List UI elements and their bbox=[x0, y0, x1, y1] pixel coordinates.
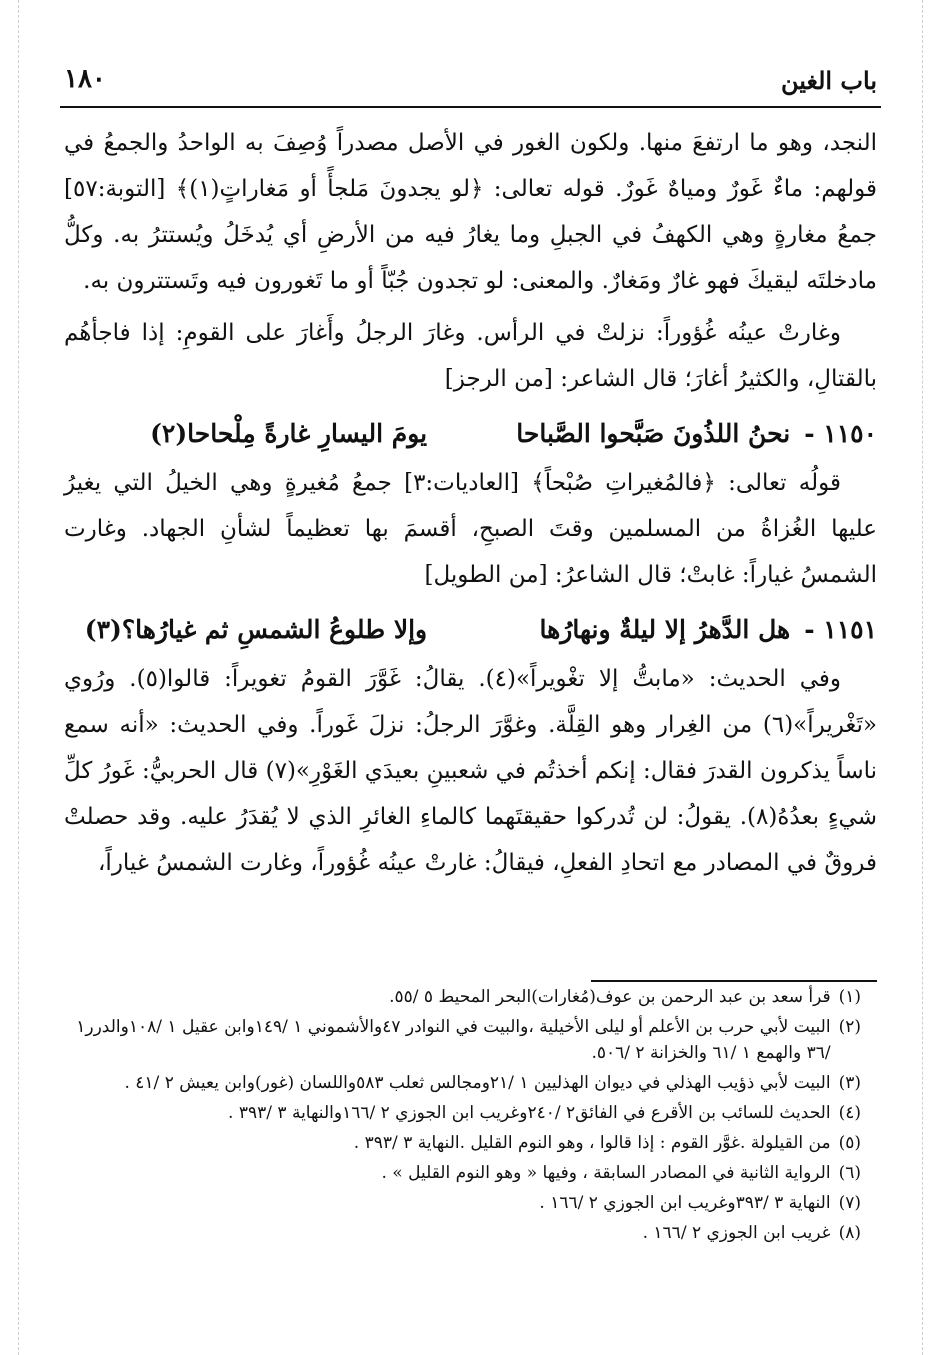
footnote bbox=[72, 1014, 861, 1066]
footnote-text: غريب ابن الجوزي ٢ /١٦٦ . bbox=[642, 1223, 831, 1243]
footnote-divider bbox=[591, 980, 877, 982]
verse-number: ١١٥١ - bbox=[804, 615, 877, 644]
footnote-number: (٤) bbox=[838, 1103, 861, 1123]
footnote-number: (١) bbox=[838, 987, 861, 1007]
footnote-number: (٢) bbox=[838, 1017, 861, 1037]
footnote bbox=[72, 1130, 861, 1156]
footnote bbox=[72, 1100, 861, 1126]
verse-number: ١١٥٠ - bbox=[804, 419, 877, 448]
page-header bbox=[60, 62, 881, 108]
margin-guide-right bbox=[922, 0, 923, 1355]
verse-1150 bbox=[64, 408, 877, 460]
footnote-text: قرأ سعد بن عبد الرحمن بن عوف(مُغارات)البحر المحيط ٥ /٥٥. bbox=[389, 987, 831, 1007]
footnote-number: (٥) bbox=[838, 1133, 861, 1153]
paragraph-2: وغارتْ عينُه غُؤوراً: نزلتْ في الرأس. وغارَ الرجلُ وأَغارَ على القومِ: إذا فاجأهُم بالقتالِ، والكثيرُ أغارَ؛ قال الشاعر: [من الرجز] bbox=[64, 320, 877, 392]
footnote-text: النهاية ٣ /٣٩٣وغريب ابن الجوزي ٢ /١٦٦ . bbox=[539, 1193, 831, 1213]
footnote bbox=[72, 1070, 861, 1096]
main-text bbox=[64, 120, 877, 892]
footnote-number: (٦) bbox=[838, 1163, 861, 1183]
footnote-text: البيت لأبي حرب بن الأعلم أو ليلى الأخيلية ،والبيت في النوادر ٤٧والأشموني ١ /١٤٩وابن عقيل ١ /١٠٨والدرر١ /٣٦ والهمع ١ /٦١ والخزانة ٢ /٥٠٦. bbox=[76, 1017, 831, 1063]
footnote-text: الحديث للسائب بن الأقرع في الفائق٢ /٢٤٠وغريب ابن الجوزي ٢ /١٦٦والنهاية ٣ /٣٩٣ . bbox=[228, 1103, 831, 1123]
paragraph-4: وفي الحديث: «مابتُّ إلا تغْويراً»(٤). يقالُ: غَوَّرَ القومُ تغويراً: قالوا(٥). ورُوي «تَغْريراً»(٦) من الغِرار وهو القِلَّة. وغوَّرَ الرجلُ: نزلَ غَوراً. وفي الحديث: «أنه سمع ناساً يذكرون القدرَ فقال: إنكم أخذتُم في شعبينِ بعيدَي الغَوْرِ»(٧) قال الحربيُّ: غَورُ كلِّ شيءٍ بعدُهُ(٨). يقولُ: لن تُدركوا حقيقتَهما كالماءِ الغائرِ الذي لا يُقدَرُ عليه. وقد حصلتْ فروقٌ في المصادر مع اتحادِ الفعلِ، فيقالُ: غارتْ عينُه غُؤوراً، وغارت الشمسُ غياراً، bbox=[64, 666, 877, 876]
footnote-text: الرواية الثانية في المصادر السابقة ، وفيها « وهو النوم القليل » . bbox=[381, 1163, 831, 1183]
chapter-title: باب الغين bbox=[780, 66, 877, 95]
footnote-text: البيت لأبي ذؤيب الهذلي في ديوان الهذليين ١ /٢١ومجالس ثعلب ٥٨٣واللسان (غور)وابن يعيش ٢ /٤١ . bbox=[124, 1073, 831, 1093]
footnote-number: (٣) bbox=[838, 1073, 861, 1093]
verse-second-hemistich: يومَ اليسارِ غارةً مِلْحاحا(٢) bbox=[150, 419, 428, 448]
verse-first-hemistich: هل الدَّهرُ إلا ليلةٌ ونهارُها bbox=[539, 615, 791, 644]
paragraph-1: النجد، وهو ما ارتفعَ منها. ولكون الغور في الأصل مصدراً وُصِفَ به الواحدُ والجمعُ في قولهم: ماءٌ غَورٌ ومياهٌ غَورٌ. قوله تعالى: ﴿لو يجدونَ مَلجأً أو مَغاراتٍ(١)﴾ [التوبة:٥٧] جمعُ مغارةٍ وهي الكهفُ في الجبلِ وما يغارُ فيه من الأرضِ أي يُدخَلُ ويُستترُ به. وكلُّ مادخلتَه ليقيكَ فهو غارٌ ومَغارٌ. والمعنى: لو تجدون جُبّاً أو ما تَغورون فيه وتَستترون به. bbox=[64, 130, 878, 294]
footnote bbox=[72, 1160, 861, 1186]
verse-second-hemistich: وإلا طلوعُ الشمسِ ثم غيارُها؟(٣) bbox=[84, 615, 428, 644]
footnote-text: من القيلولة .غوَّر القوم : إذا قالوا ، وهو النوم القليل .النهاية ٣ /٣٩٣ . bbox=[353, 1133, 831, 1153]
margin-guide-left bbox=[18, 0, 19, 1355]
footnote-number: (٨) bbox=[838, 1223, 861, 1243]
footnote bbox=[72, 1220, 861, 1246]
verse-1151 bbox=[64, 604, 877, 656]
verse-first-hemistich: نحنُ اللذُونَ صَبَّحوا الصَّباحا bbox=[516, 419, 791, 448]
footnote bbox=[72, 1190, 861, 1216]
footnotes bbox=[72, 984, 861, 1250]
page-number: ١٨٠ bbox=[64, 64, 106, 94]
paragraph-3: قولُه تعالى: ﴿فالمُغيراتِ صُبْحاً﴾ [العاديات:٣] جمعُ مُغيرةٍ وهي الخيلُ التي يغيرُ عليها الغُزاةُ من المسلمين وقتَ الصبحِ، أقسمَ بها تعظيماً لشأنِ الجهاد. وغارت الشمسُ غياراً: غابتْ؛ قال الشاعرُ: [من الطويل] bbox=[64, 470, 877, 588]
footnote bbox=[72, 984, 861, 1010]
footnote-number: (٧) bbox=[838, 1193, 861, 1213]
